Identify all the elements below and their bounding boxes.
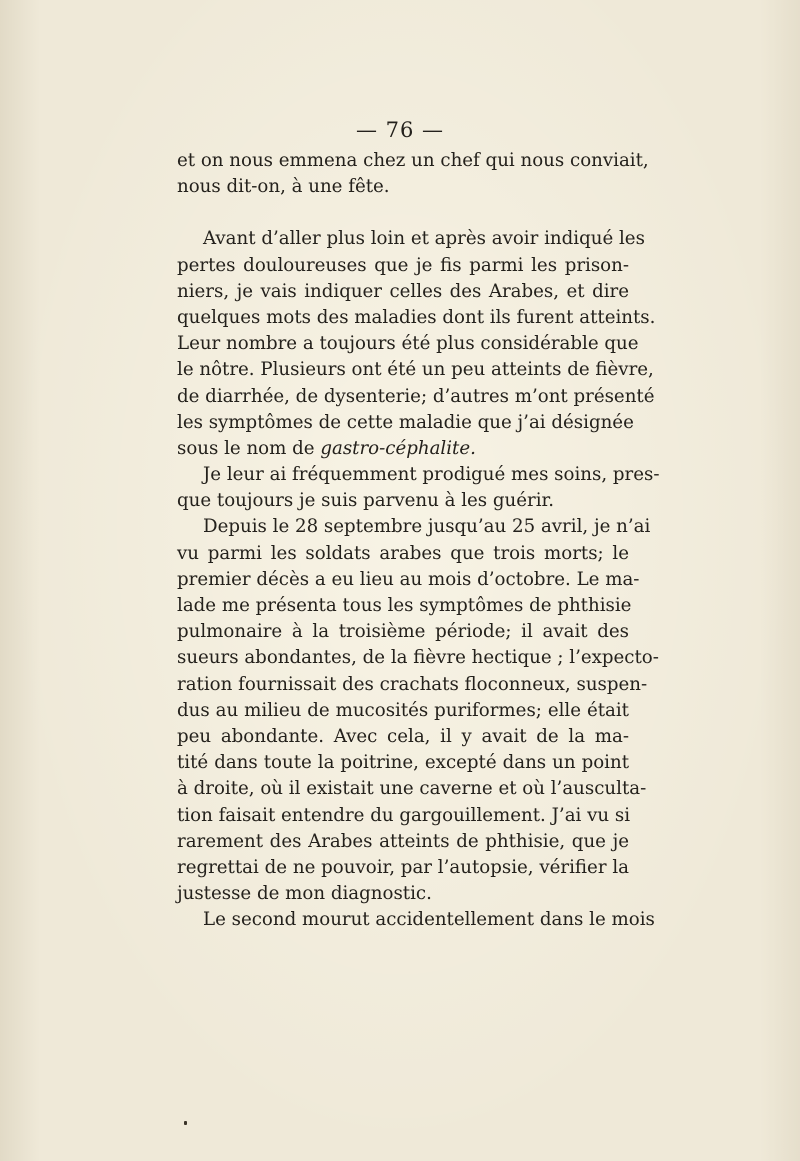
text-line-content: pertes douloureuses que je fis parmi les prison- [177, 254, 629, 276]
text-line [177, 541, 629, 567]
text-line-content: vu parmi les soldats arabes que trois morts; le [177, 542, 629, 564]
text-line [177, 567, 640, 593]
text-line-content: niers, je vais indiquer celles des Arabes, et dire [177, 280, 629, 302]
text-line [177, 619, 629, 645]
text-line-content: justesse de mon diagnostic. [177, 883, 432, 905]
text-line [177, 488, 629, 514]
text-line-content: premier décès a eu lieu au mois d’octobre. Le ma- [177, 568, 640, 590]
page-number: — 76 — [355, 118, 445, 142]
text-line [177, 907, 655, 933]
text-line [177, 148, 649, 174]
text-line-content: lade me présenta tous les symptômes de phthisie [177, 595, 632, 616]
text-line [177, 436, 629, 462]
text-line [177, 253, 629, 279]
text-line [177, 698, 629, 724]
text-line-content: tion faisait entendre du gargouillement. J’ai vu si [177, 804, 631, 826]
text-line [177, 305, 656, 331]
text-line [177, 750, 629, 776]
text-line [177, 803, 629, 829]
text-line-content: Je leur ai fréquemment prodigué mes soins, pres- [203, 464, 660, 486]
text-line-content: sous le nom de [177, 437, 321, 459]
text-line-content: pulmonaire à la troisième période; il avait des [177, 621, 629, 643]
text-line-content: sueurs abondantes, de la fièvre hectique ; l’expecto- [177, 647, 659, 669]
text-line-content: et on nous emmena chez un chef qui nous conviait, [177, 150, 649, 171]
text-line [177, 410, 634, 436]
text-line [177, 384, 655, 410]
text-line-content: ration fournissait des crachats floconneux, suspen- [177, 673, 648, 695]
text-line-content: Avant d’aller plus loin et après avoir indiqué les [203, 228, 645, 250]
text-line [177, 593, 632, 619]
text-line-content: que toujours je suis parvenu à les guérir. [177, 490, 554, 512]
text-line-content: dus au milieu de mucosités puriformes; elle était [177, 699, 629, 721]
italic-term: gastro-céphalite. [320, 437, 476, 459]
text-line-content: le nôtre. Plusieurs ont été un peu atteints de fièvre, [177, 359, 654, 381]
text-line [177, 672, 648, 698]
text-line [177, 226, 645, 252]
text-line [177, 514, 651, 540]
text-line-content: nous dit-on, à une fête. [177, 176, 390, 198]
text-line-content: de diarrhée, de dysenterie; d’autres m’ont présenté [177, 385, 655, 407]
ink-speck [184, 1121, 187, 1125]
text-line-content: regrettai de ne pouvoir, par l’autopsie, vérifier la [177, 856, 629, 878]
text-line [177, 881, 629, 907]
text-line-content: Leur nombre a toujours été plus considérable que [177, 333, 639, 355]
paragraph-gap [177, 200, 629, 226]
text-line-content: peu abondante. Avec cela, il y avait de la ma- [177, 725, 629, 747]
body-text [177, 148, 660, 933]
text-line-content: quelques mots des maladies dont ils furent atteints. [177, 306, 656, 328]
text-line-content: à droite, où il existait une caverne et où l’ausculta- [177, 778, 647, 800]
text-line [177, 776, 647, 802]
text-line-content: rarement des Arabes atteints de phthisie, que je [177, 830, 629, 852]
text-line [177, 829, 629, 855]
text-line-content: tité dans toute la poitrine, excepté dans un point [177, 752, 629, 774]
text-line [177, 174, 629, 200]
text-line [177, 855, 629, 881]
text-line [177, 357, 654, 383]
text-line [177, 645, 659, 671]
text-line-content: Depuis le 28 septembre jusqu’au 25 avril, je n’ai [203, 516, 651, 538]
text-line-content: les symptômes de cette maladie que j’ai désignée [177, 411, 634, 433]
text-line [177, 331, 639, 357]
text-line-content: Le second mourut accidentellement dans le mois [203, 909, 655, 931]
text-line [177, 462, 660, 488]
text-line [177, 279, 629, 305]
text-line [177, 724, 629, 750]
